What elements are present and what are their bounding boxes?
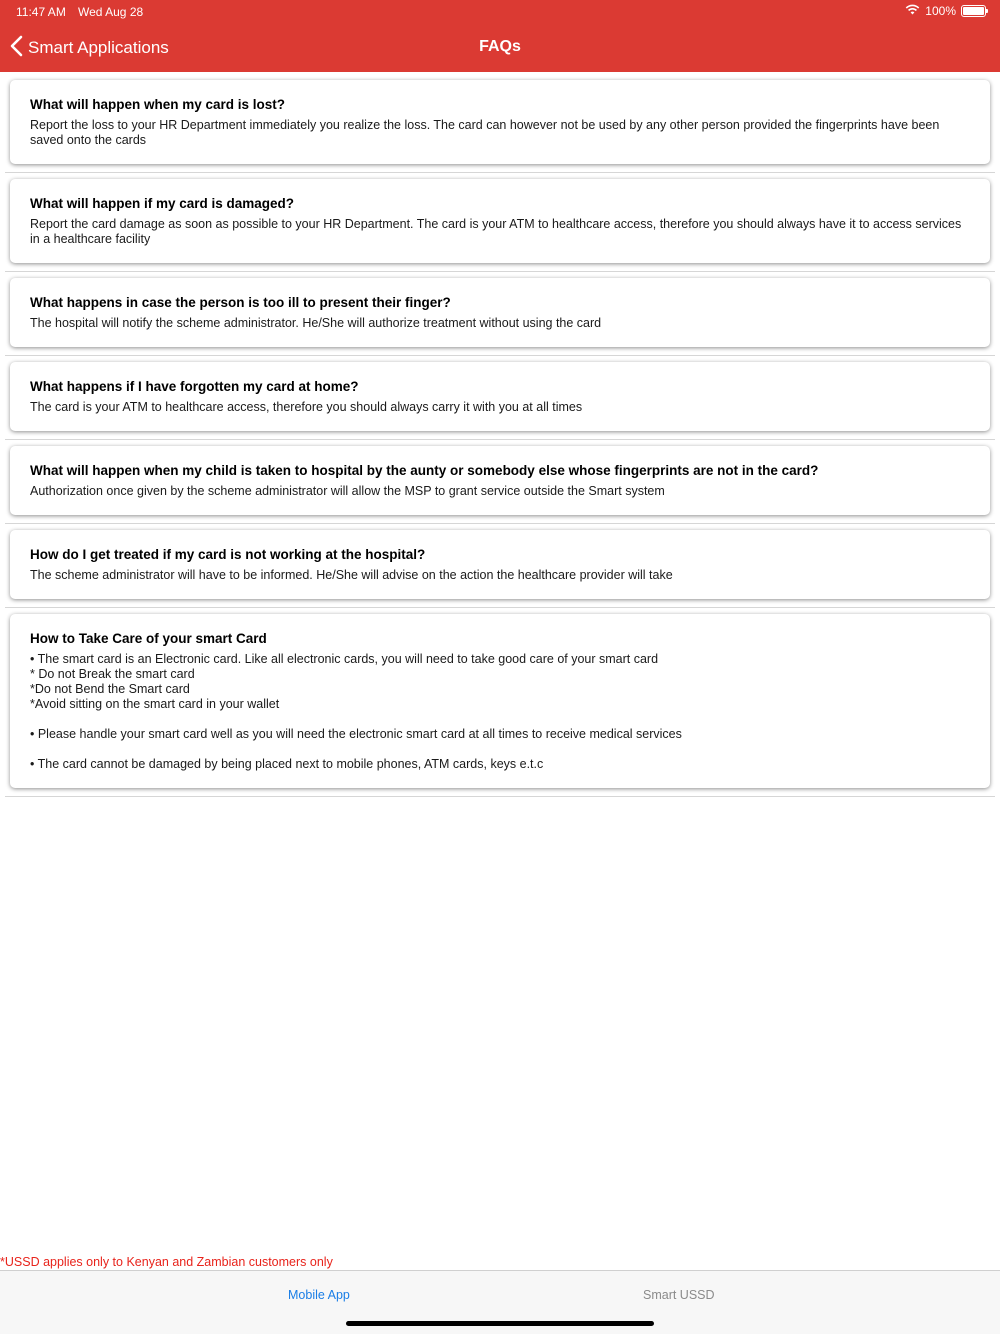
tab-mobile-app[interactable]: Mobile App	[288, 1288, 350, 1302]
faq-question: How to Take Care of your smart Card	[30, 631, 267, 646]
faq-answer: The card is your ATM to healthcare access, therefore you should always carry it with you at all times	[30, 400, 583, 414]
faq-row[interactable]	[5, 608, 995, 797]
status-right	[905, 4, 986, 18]
faq-question: What will happen if my card is damaged?	[30, 196, 295, 211]
status-date: Wed Aug 28	[78, 5, 144, 19]
faq-card	[10, 530, 990, 599]
faq-row[interactable]	[5, 272, 995, 356]
faq-card	[10, 278, 990, 347]
faq-question: What will happen when my card is lost?	[30, 97, 286, 112]
status-time: 11:47 AM	[16, 5, 66, 19]
faq-answer: The hospital will notify the scheme administrator. He/She will authorize treatment without using the card	[30, 316, 602, 330]
back-button-label: Smart Applications	[28, 38, 169, 57]
faq-row[interactable]	[5, 440, 995, 524]
faq-row[interactable]	[5, 524, 995, 608]
ussd-disclaimer: *USSD applies only to Kenyan and Zambian customers only	[0, 1255, 333, 1269]
faq-answer: The scheme administrator will have to be informed. He/She will advise on the action the healthcare provider will take	[30, 568, 673, 582]
page-title: FAQs	[479, 38, 521, 55]
faq-row[interactable]	[5, 173, 995, 272]
faq-card	[10, 80, 990, 164]
faq-question: What happens if I have forgotten my card at home?	[30, 379, 359, 394]
faq-list	[5, 74, 995, 797]
faq-card	[10, 179, 990, 263]
faq-answer: Report the card damage as soon as possible to your HR Department. The card is your ATM to healthcare access, therefore you should always have it to access services in a healthcare facility	[30, 217, 962, 246]
wifi-icon	[905, 4, 920, 18]
faq-row[interactable]	[5, 356, 995, 440]
faq-question: What will happen when my child is taken to hospital by the aunty or somebody else whose fingerprints are not in the card?	[30, 463, 819, 478]
battery-percent: 100%	[925, 4, 956, 18]
faq-answer: • The smart card is an Electronic card. Like all electronic cards, you will need to take good care of your smart card * Do not Break the smart card *Do not Bend the Smart card *Avoid sitting on the smart card in your wallet • Please handle your smart card well as you will need the electronic smart card at all times to receive medical services • The card cannot be damaged by being placed next to mobile phones, ATM cards, keys e.t.c	[30, 652, 682, 771]
faq-answer: Authorization once given by the scheme administrator will allow the MSP to grant service outside the Smart system	[30, 484, 665, 498]
navigation-bar	[0, 24, 1000, 72]
faq-card	[10, 614, 990, 788]
tab-smart-ussd[interactable]: Smart USSD	[643, 1288, 715, 1302]
faq-answer: Report the loss to your HR Department immediately you realize the loss. The card can however not be used by any other person provided the fingerprints have been saved onto the cards	[30, 118, 940, 147]
status-bar	[0, 0, 1000, 24]
faq-card	[10, 362, 990, 431]
faq-question: How do I get treated if my card is not working at the hospital?	[30, 547, 426, 562]
faq-question: What happens in case the person is too ill to present their finger?	[30, 295, 451, 310]
battery-icon	[961, 5, 986, 17]
faq-card	[10, 446, 990, 515]
home-indicator	[346, 1321, 654, 1326]
faq-row[interactable]	[5, 74, 995, 173]
